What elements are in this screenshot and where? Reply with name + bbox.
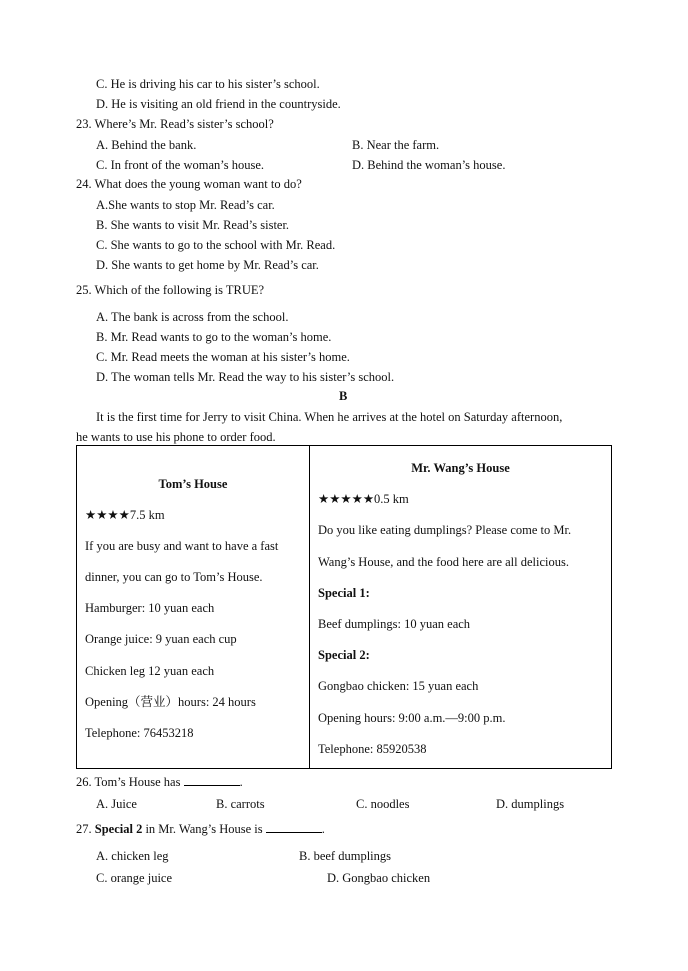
q23-option-a: A. Behind the bank. <box>96 138 197 152</box>
wangs-house-special-1-label: Special 1: <box>318 586 370 600</box>
passage-intro-line-2: he wants to use his phone to order food. <box>76 430 276 444</box>
wangs-house-special-2-label: Special 2: <box>318 648 370 662</box>
q27-question <box>76 821 325 837</box>
wangs-house-cell <box>310 446 612 769</box>
q27-bold-term: Special 2 <box>94 822 143 836</box>
wangs-house-rating: ★★★★★0.5 km <box>318 492 409 506</box>
toms-house-telephone: Telephone: 76453218 <box>85 726 194 740</box>
q23-option-d: D. Behind the woman’s house. <box>352 158 506 172</box>
q25-option-a: A. The bank is across from the school. <box>96 310 289 324</box>
q27-question-end: . <box>321 822 325 836</box>
q25-option-c: C. Mr. Read meets the woman at his sister’s home. <box>96 350 350 364</box>
q25-question: 25. Which of the following is TRUE? <box>76 283 265 297</box>
toms-house-item-hamburger: Hamburger: 10 yuan each <box>85 601 215 615</box>
q27-question-text: in Mr. Wang’s House is <box>145 822 263 836</box>
q27-number: 27. <box>76 822 92 836</box>
q26-question-text: 26. Tom’s House has <box>76 775 181 789</box>
section-heading: B <box>339 389 348 403</box>
q22-option-d: D. He is visiting an old friend in the countryside. <box>96 97 341 111</box>
q26-question <box>76 774 243 790</box>
toms-house-rating: ★★★★7.5 km <box>85 508 165 522</box>
q27-option-a: A. chicken leg <box>96 849 169 863</box>
q24-option-d: D. She wants to get home by Mr. Read’s car. <box>96 258 319 272</box>
toms-house-cell <box>77 446 310 769</box>
answer-blank <box>184 774 240 786</box>
wangs-house-telephone: Telephone: 85920538 <box>318 742 427 756</box>
q26-option-d: D. dumplings <box>496 797 565 811</box>
q25-option-b: B. Mr. Read wants to go to the woman’s home. <box>96 330 332 344</box>
q25-option-d: D. The woman tells Mr. Read the way to his sister’s school. <box>96 370 395 384</box>
q23-option-b: B. Near the farm. <box>352 138 440 152</box>
q23-question: 23. Where’s Mr. Read’s sister’s school? <box>76 117 274 131</box>
q23-option-c: C. In front of the woman’s house. <box>96 158 265 172</box>
toms-house-desc-line-2: dinner, you can go to Tom’s House. <box>85 570 263 584</box>
q26-question-end: . <box>239 775 243 789</box>
q27-option-b: B. beef dumplings <box>299 849 392 863</box>
toms-house-title: Tom’s House <box>158 477 228 491</box>
toms-house-item-orange-juice: Orange juice: 9 yuan each cup <box>85 632 237 646</box>
wangs-house-desc-line-1: Do you like eating dumplings? Please come to Mr. <box>318 523 572 537</box>
wangs-house-desc-line-2: Wang’s House, and the food here are all delicious. <box>318 555 569 569</box>
toms-house-desc-line-1: If you are busy and want to have a fast <box>85 539 279 553</box>
q27-option-d: D. Gongbao chicken <box>327 871 431 885</box>
answer-blank <box>266 821 322 833</box>
passage-intro-line-1: It is the first time for Jerry to visit China. When he arrives at the hotel on Saturday afternoon, <box>96 410 563 424</box>
wangs-house-special-1-item: Beef dumplings: 10 yuan each <box>318 617 471 631</box>
restaurant-ads-table <box>76 445 612 769</box>
q22-option-c: C. He is driving his car to his sister’s school. <box>96 77 320 91</box>
q26-option-b: B. carrots <box>216 797 265 811</box>
toms-house-hours: Opening（营业）hours: 24 hours <box>85 695 256 709</box>
wangs-house-hours: Opening hours: 9:00 a.m.—9:00 p.m. <box>318 711 506 725</box>
wangs-house-title: Mr. Wang’s House <box>411 461 510 475</box>
q26-option-a: A. Juice <box>96 797 137 811</box>
q24-question: 24. What does the young woman want to do? <box>76 177 302 191</box>
q24-option-a: A.She wants to stop Mr. Read’s car. <box>96 198 275 212</box>
q27-option-c: C. orange juice <box>96 871 173 885</box>
q26-option-c: C. noodles <box>356 797 410 811</box>
toms-house-item-chicken-leg: Chicken leg 12 yuan each <box>85 664 215 678</box>
wangs-house-special-2-item: Gongbao chicken: 15 yuan each <box>318 679 479 693</box>
q24-option-c: C. She wants to go to the school with Mr. Read. <box>96 238 336 252</box>
q24-option-b: B. She wants to visit Mr. Read’s sister. <box>96 218 290 232</box>
